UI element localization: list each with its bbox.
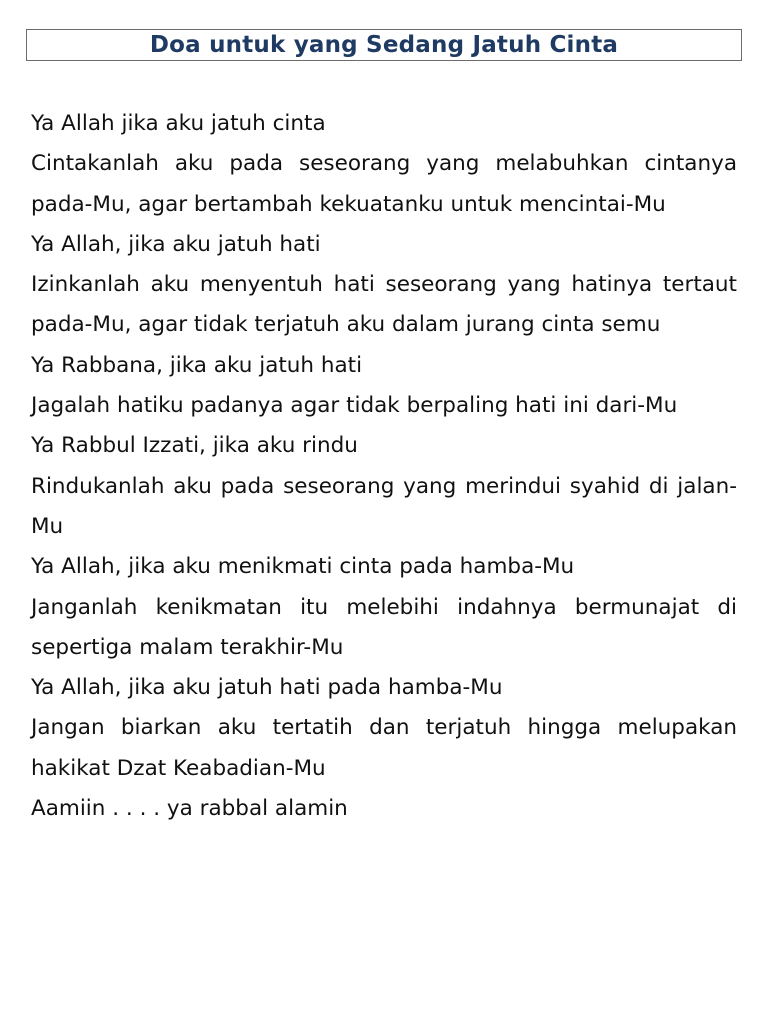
prayer-line: Izinkanlah aku menyentuh hati seseorang yang hatinya tertaut pada-Mu, agar tidak terjatuh aku dalam jurang cinta semu xyxy=(31,272,737,338)
prayer-line: Ya Allah, jika aku jatuh hati pada hamba-Mu xyxy=(31,675,503,701)
prayer-line: Rindukanlah aku pada seseorang yang merindui syahid di jalan-Mu xyxy=(31,473,737,539)
prayer-line: Jangan biarkan aku tertatih dan terjatuh hingga melupakan hakikat Dzat Keabadian-Mu xyxy=(31,715,737,781)
prayer-line: Ya Allah, jika aku jatuh hati xyxy=(31,231,321,257)
prayer-line: Jagalah hatiku padanya agar tidak berpaling hati ini dari-Mu xyxy=(31,393,678,419)
prayer-line: Ya Allah, jika aku menikmati cinta pada hamba-Mu xyxy=(31,554,575,580)
prayer-text xyxy=(31,104,737,829)
title-box xyxy=(26,29,742,61)
prayer-line: Ya Rabbana, jika aku jatuh hati xyxy=(31,352,363,378)
prayer-line: Aamiin . . . . ya rabbal alamin xyxy=(31,796,348,822)
prayer-line: Ya Rabbul Izzati, jika aku rindu xyxy=(31,433,358,459)
prayer-line: Janganlah kenikmatan itu melebihi indahnya bermunajat di sepertiga malam terakhir-Mu xyxy=(31,594,737,660)
prayer-line: Ya Allah jika aku jatuh cinta xyxy=(31,111,326,136)
document-title: Doa untuk yang Sedang Jatuh Cinta xyxy=(149,32,619,58)
prayer-line: Cintakanlah aku pada seseorang yang melabuhkan cintanya pada-Mu, agar bertambah kekuatanku untuk mencintai-Mu xyxy=(31,151,737,217)
